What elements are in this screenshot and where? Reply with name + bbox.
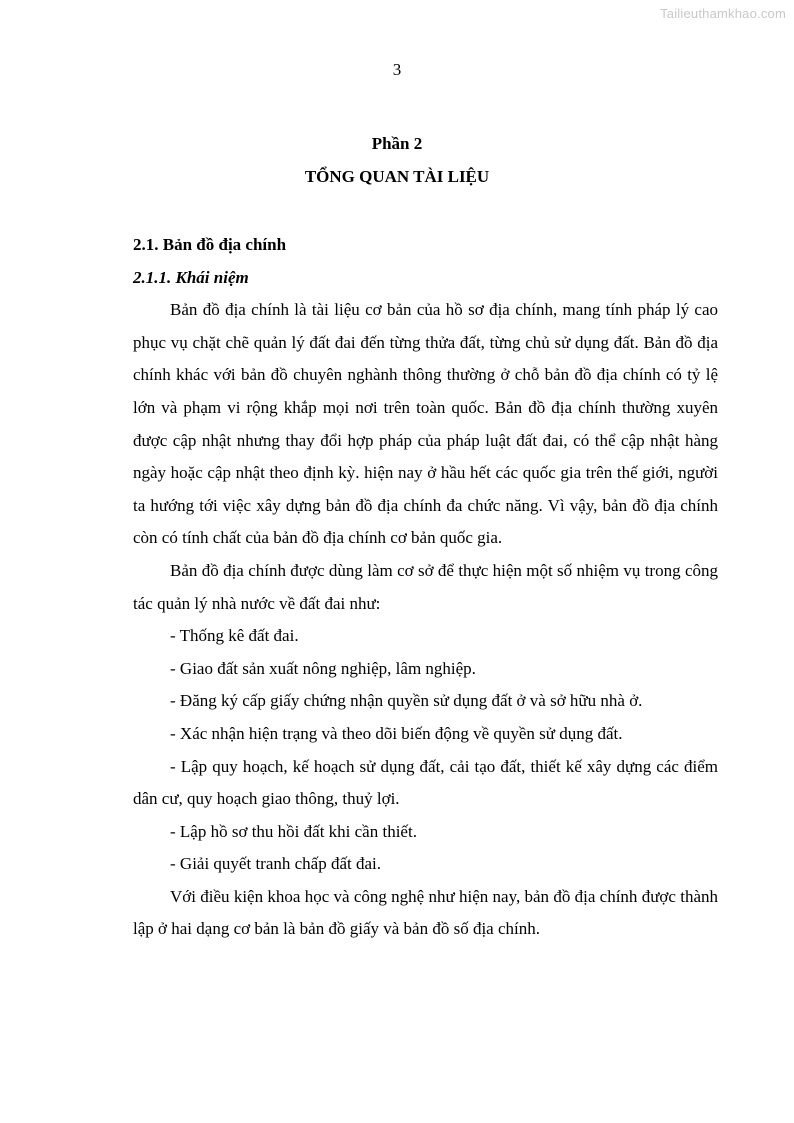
paragraph-definition: Bản đồ địa chính là tài liệu cơ bản của hồ sơ địa chính, mang tính pháp lý cao phục vụ chặt chẽ quản lý đất đai đến từng thửa đất, từng chủ sử dụng đất. Bản đồ địa chính khác với bản đồ chuyên nghành thông thường ở chỗ bản đồ địa chính có tỷ lệ lớn và phạm vi rộng khắp mọi nơi trên toàn quốc. Bản đồ địa chính thường xuyên được cập nhật nhưng thay đổi hợp pháp của pháp luật đất đai, có thể cập nhật hàng ngày hoặc cập nhật theo định kỳ. hiện nay ở hầu hết các quốc gia trên thế giới, người ta hướng tới việc xây dựng bản đồ địa chính đa chức năng. Vì vậy, bản đồ địa chính còn có tính chất của bản đồ địa chính cơ bản quốc gia.: [133, 300, 718, 548]
part-title: Phần 2: [371, 134, 423, 153]
paragraph-closing: Với điều kiện khoa học và công nghệ như hiện nay, bản đồ địa chính được thành lập ở hai dạng cơ bản là bản đồ giấy và bản đồ số địa chính.: [133, 886, 718, 939]
chapter-title: TỔNG QUAN TÀI LIỆU: [304, 167, 490, 186]
section-heading: 2.1. Bản đồ địa chính: [133, 235, 287, 254]
watermark-text: Tailieuthamkhao.com: [660, 6, 786, 21]
list-item: - Giao đất sản xuất nông nghiệp, lâm nghiệp.: [170, 658, 476, 678]
document-body: [133, 229, 718, 946]
paragraph-tasks-intro: Bản đồ địa chính được dùng làm cơ sở để thực hiện một số nhiệm vụ trong công tác quản lý nhà nước về đất đai như:: [133, 560, 718, 613]
list-item: - Xác nhận hiện trạng và theo dõi biến động về quyền sử dụng đất.: [170, 723, 623, 743]
list-item: - Lập hồ sơ thu hồi đất khi cần thiết.: [170, 821, 417, 841]
list-item: - Lập quy hoạch, kế hoạch sử dụng đất, cải tạo đất, thiết kế xây dựng các điểm dân cư, quy hoạch giao thông, thuỷ lợi.: [133, 756, 718, 809]
list-item: - Giải quyết tranh chấp đất đai.: [170, 854, 382, 874]
list-item: - Thống kê đất đai.: [170, 626, 299, 646]
subsection-heading: 2.1.1. Khái niệm: [133, 267, 249, 287]
list-item: - Đăng ký cấp giấy chứng nhận quyền sử dụng đất ở và sở hữu nhà ở.: [170, 691, 643, 711]
page-number: 3: [392, 60, 402, 79]
